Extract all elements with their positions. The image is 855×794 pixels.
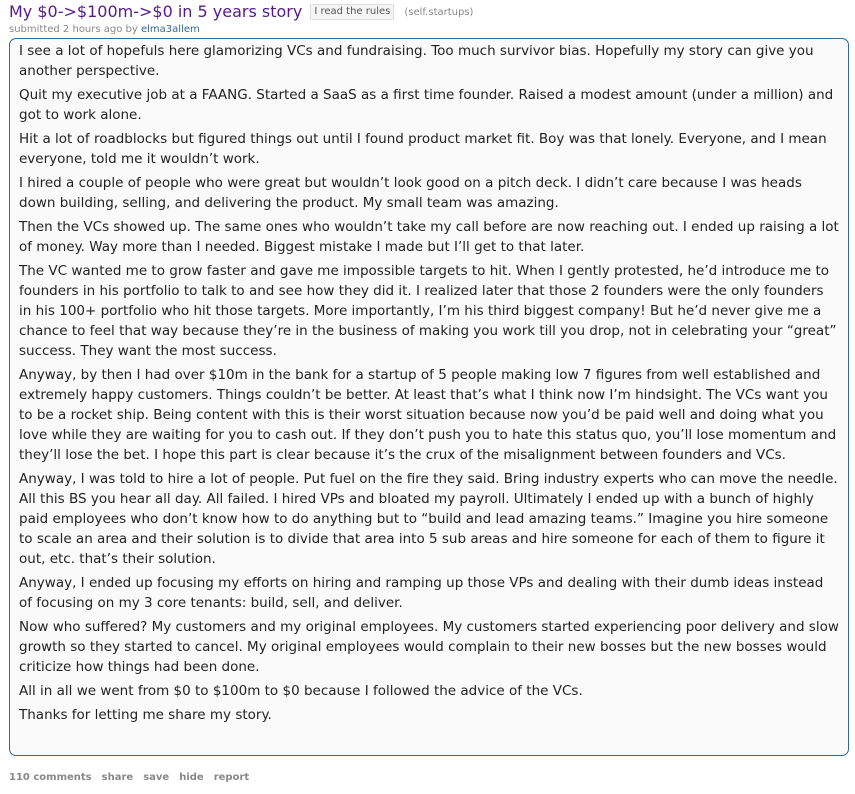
selftext-paragraph: All in all we went from $0 to $100m to $0 because I followed the advice of the VCs. bbox=[19, 683, 583, 699]
submitted-text: submitted 2 hours ago by bbox=[9, 24, 141, 35]
save-link[interactable]: save bbox=[143, 772, 170, 783]
post-header bbox=[9, 2, 847, 36]
selftext-paragraph: The VC wanted me to grow faster and gave me impossible targets to hit. When I gently protested, he’d introduce me to founders in his portfolio to talk to and see how they did it. I realized later that those 2 founders were the only founders in his 100+ portfolio who hit those targets. More importantly, I’m his third biggest company! But he’d never give me a chance to feel that way because they’re in the business of making you work till you drop, not in celebrating your “great” success. They want the most success. bbox=[19, 263, 837, 359]
selftext-paragraph: Hit a lot of roadblocks but figured things out until I found product market fit. Boy was that lonely. Everyone, and I mean everyone, told me it wouldn’t work. bbox=[19, 131, 827, 167]
post-tagline bbox=[9, 24, 847, 36]
selftext-paragraph: Now who suffered? My customers and my original employees. My customers started experiencing poor delivery and slow growth so they started to cancel. My original employees would complain to their new bosses but the new bosses would criticize how things had been done. bbox=[19, 619, 839, 675]
author-link[interactable]: elma3allem bbox=[141, 24, 200, 35]
title-line bbox=[9, 2, 847, 24]
comments-link[interactable]: 110 comments bbox=[9, 772, 92, 783]
selftext-paragraph: Quit my executive job at a FAANG. Started a SaaS as a first time founder. Raised a modest amount (under a million) and got to work alone. bbox=[19, 87, 834, 123]
hide-link[interactable]: hide bbox=[179, 772, 204, 783]
selftext-paragraph: Anyway, by then I had over $10m in the bank for a startup of 5 people making low 7 figures from well established and extremely happy customers. Things couldn’t be better. At least that’s what I think now I’m hindsight. The VCs want you to be a rocket ship. Being content with this is their worst situation because now you’d be paid well and doing what you love while they are waiting for you to cash out. If they don’t push you to hate this status quo, you’ll lose momentum and they’ll lose the bet. I hope this part is clear because it’s the crux of the misalignment between founders and VCs. bbox=[19, 367, 837, 463]
selftext-paragraph: Then the VCs showed up. The same ones who wouldn’t take my call before are now reaching out. I ended up raising a lot of money. Way more than I needed. Biggest mistake I made but I’ll get to that later. bbox=[19, 219, 839, 255]
post-domain[interactable]: (self.startups) bbox=[404, 7, 474, 18]
share-link[interactable]: share bbox=[101, 772, 134, 783]
selftext-paragraph: I see a lot of hopefuls here glamorizing VCs and fundraising. Too much survivor bias. Hopefully my story can give you another perspective. bbox=[19, 43, 814, 79]
selftext-paragraph: Anyway, I was told to hire a lot of people. Put fuel on the fire they said. Bring industry experts who can move the needle. All this BS you hear all day. All failed. I hired VPs and bloated my payroll. Ultimately I ended up with a bunch of highly paid employees who don’t know how to do anything but to “build and lead amazing teams.” Imagine you hire someone to scale an area and their solution is to divide that area into 5 sub areas and hire someone for each of them to figure it out, etc. that’s their solution. bbox=[19, 471, 838, 567]
post-selftext bbox=[9, 38, 849, 756]
report-link[interactable]: report bbox=[213, 772, 250, 783]
selftext-paragraph: Thanks for letting me share my story. bbox=[19, 707, 272, 723]
post-title-link[interactable]: My $0->$100m->$0 in 5 years story bbox=[9, 2, 303, 21]
link-flair: I read the rules bbox=[310, 4, 394, 20]
selftext-paragraph: Anyway, I ended up focusing my efforts on hiring and ramping up those VPs and dealing with their dumb ideas instead of focusing on my 3 core tenants: build, sell, and deliver. bbox=[19, 575, 824, 611]
post-actions bbox=[9, 772, 259, 783]
selftext-paragraph: I hired a couple of people who were great but wouldn’t look good on a pitch deck. I didn’t care because I was heads down building, selling, and delivering the product. My small team was amazing. bbox=[19, 175, 802, 211]
